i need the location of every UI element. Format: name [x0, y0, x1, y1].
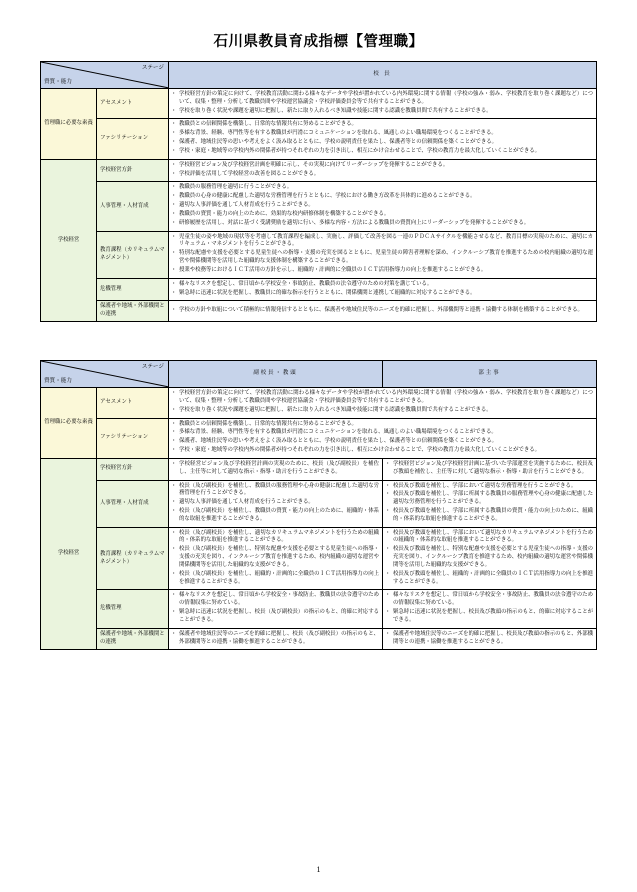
- criteria-cell: [169, 89, 597, 119]
- subcategory-label: 人事管理・人材育成: [97, 480, 169, 527]
- subcategory-label: 学校経営方針: [97, 458, 169, 480]
- criteria-item: ・ 緊急時に迅速に状況を把握し、校長及び教頭の指示のもと、的確に対応することができる。: [386, 609, 593, 625]
- subcategory-label: 危機管理: [97, 278, 169, 301]
- table-row: [41, 628, 597, 650]
- criteria-item: ・ 児童生徒の姿や地域の現状等を考慮して教育課程を編成し、実施し、評価して改善を図る一連のＰＤＣＡサイクルを機能させるなど、教育目標の実現のために、適切にカリキュラム・マネジメントを行うことができる。: [172, 234, 593, 250]
- criteria-item: ・ 多様な背景、経験、専門性等を有する教職員が円滑にコミュニケーションを取れる、風通しのよい職場環境をつくることができる。: [172, 429, 593, 437]
- column-header-1: 校 長: [169, 62, 597, 89]
- subcategory-label: ファシリテーション: [97, 119, 169, 159]
- criteria-item: ・ 校長（及び副校長）を補佐し、教職員の資質・能力の向上のために、組織的・体系的な取組を推進することができる。: [172, 508, 379, 524]
- table-row: [41, 480, 597, 527]
- table-row: [41, 418, 597, 458]
- criteria-item: ・ 校長及び教頭を補佐し、特別な配慮や支援を必要とする児童生徒への指導・支援の充実を図り、インクルーシブ教育を推進するため、校内組織の適切な運営や関係機関等を活用した組織的な支援ができる。: [386, 546, 593, 569]
- criteria-item: ・ 学校経営ビジョン及び学校経営計画の実現のために、校長（及び副校長）を補佐し、主任等に対して適切な指示・指導・助言を行うことができる。: [172, 461, 379, 477]
- subcategory-label: アセスメント: [97, 89, 169, 119]
- criteria-cell: [169, 590, 383, 628]
- subcategory-label: 保護者や地域・外部機関との連携: [97, 628, 169, 650]
- criteria-cell: [383, 628, 597, 650]
- criteria-cell: [383, 590, 597, 628]
- table-row: [41, 301, 597, 322]
- subcategory-label: 保護者や地域・外部機関との連携: [97, 301, 169, 322]
- criteria-item: ・ 教職員の心身の健康に配慮した適切な労務管理を行うとともに、学校における働き方改革を具体的に進めることができる。: [172, 193, 593, 201]
- criteria-item: ・ 多様な背景、経験、専門性等を有する教職員が円滑にコミュニケーションを取れる、風通しのよい職場環境をつくることができる。: [172, 130, 593, 138]
- table-principal: [40, 61, 597, 322]
- table-row: [41, 278, 597, 301]
- criteria-item: ・ 適切な人事評価を通して人材育成を行うことができる。: [172, 202, 593, 210]
- criteria-item: ・ 校長（及び副校長）を補佐し、組織的・計画的に全職員のＩＣＴ活用指導力の向上を推進することができる。: [172, 571, 379, 587]
- category-label: 学校経営: [41, 159, 97, 321]
- column-header-2: 部主事: [383, 361, 597, 388]
- criteria-item: ・ 学校・家庭・地域等の学校内外の関係者が持つそれぞれの力を引き出し、相互にかけ合わせることで、学校の教育力を最大化していくことができる。: [172, 148, 593, 156]
- criteria-cell: [169, 628, 383, 650]
- criteria-item: ・ 学校経営方針の策定に向けて、学校教育活動に関わる様々なデータや学校が置かれている内外環境に関する情報（学校の強み・弱み、学校教育を取り巻く課題など）について、収集・整理・分析して教職員間や学校運営協議会・学校評価委員会等で共有することができる。: [172, 390, 593, 406]
- criteria-item: ・ 学校評価を活用して学校経営の改善を図ることができる。: [172, 171, 593, 179]
- criteria-item: ・ 学校を取り巻く状況や課題を適切に把握し、新たに取り入れるべき知識や技能に関する認識を教職員間で共有することができる。: [172, 108, 593, 116]
- category-label: 学校経営: [41, 458, 97, 650]
- category-label: 管理職に必要な素養: [41, 89, 97, 160]
- criteria-item: ・ 学校・家庭・地域等の学校内外の関係者が持つそれぞれの力を引き出し、相互にかけ合わせることで、学校の教育力を最大化していくことができる。: [172, 447, 593, 455]
- table-row: [41, 89, 597, 119]
- criteria-item: ・ 学校経営ビジョン及び学校経営計画を明確に示し、その実現に向けてリーダーシップを発揮することができる。: [172, 162, 593, 170]
- criteria-item: ・ 保護者、地域住民等の思いや考えをよく汲み取るとともに、学校の説明責任を果たし、保護者等との信頼関係を築くことができる。: [172, 139, 593, 147]
- criteria-item: ・ 緊急時に迅速に状況を把握し、教職員に的確な指示を行うとともに、関係機関と連携して組織的に対応することができる。: [172, 290, 593, 298]
- axis-label-stage: ステージ: [141, 364, 164, 371]
- criteria-item: ・ 校長及び教頭を補佐し、学部において適切なカリキュラムマネジメントを行うための組織的・体系的な取組を推進することができる。: [386, 530, 593, 546]
- subcategory-label: 教育課程（カリキュラムマネジメント）: [97, 527, 169, 590]
- criteria-cell: [169, 231, 597, 278]
- criteria-item: ・ 教職員の服務管理を適切に行うことができる。: [172, 184, 593, 192]
- subcategory-label: 教育課程（カリキュラムマネジメント）: [97, 231, 169, 278]
- criteria-item: ・ 校長（及び副校長）を補佐し、適切なカリキュラムマネジメントを行うための組織的・体系的な取組を推進することができる。: [172, 530, 379, 546]
- criteria-item: ・ 校長及び教頭を補佐し、学部に所属する教職員の資質・能力の向上のために、組織的・体系的な取組を推進することができる。: [386, 508, 593, 524]
- criteria-item: ・ 学校経営ビジョン及び学校経営計画に基づいた学部運営を実施するために、校長及び教頭を補佐し、主任等に対して適切な指示・指導・助言を行うことができる。: [386, 461, 593, 477]
- criteria-cell: [169, 119, 597, 159]
- criteria-item: ・ 教職員との信頼関係を構築し、日常的な情報共有に努めることができる。: [172, 121, 593, 129]
- criteria-cell: [169, 301, 597, 322]
- criteria-item: ・ 校長及び教頭を補佐し、組織的・計画的に全職員のＩＣＴ活用指導力の向上を推進することができる。: [386, 571, 593, 587]
- axis-label-quality: 資質・能力: [44, 377, 72, 384]
- criteria-item: ・ 校長及び教頭を補佐し、学部に所属する教職員の服務管理や心身の健康に配慮した適切な労務管理を行うことができる。: [386, 491, 593, 507]
- criteria-cell: [169, 388, 597, 418]
- table-row: [41, 458, 597, 480]
- criteria-item: ・ 学校を取り巻く状況や課題を適切に把握し、新たに取り入れるべき知識や技能に関する認識を教職員間で共有することができる。: [172, 407, 593, 415]
- table-vice-principal: [40, 360, 597, 650]
- subcategory-label: 危機管理: [97, 590, 169, 628]
- table-row: [41, 527, 597, 590]
- axis-label-quality: 資質・能力: [44, 78, 72, 85]
- criteria-item: ・ 様々なリスクを想定し、常日頃から学校安全・事故防止、教職員の法令遵守のための情報収集に努めている。: [386, 592, 593, 608]
- page-title: 石川県教員育成指標【管理職】: [213, 34, 424, 50]
- subcategory-label: アセスメント: [97, 388, 169, 418]
- table-row: [41, 388, 597, 418]
- criteria-cell: [169, 458, 383, 480]
- table-row: [41, 231, 597, 278]
- criteria-item: ・ 適切な人事評価を通して人材育成を行うことができる。: [172, 499, 379, 507]
- criteria-item: ・ 緊急時に迅速に状況を把握し、校長（及び副校長）の指示のもと、的確に対応することができる。: [172, 609, 379, 625]
- axis-label-stage: ステージ: [141, 65, 164, 71]
- page-number: 1: [316, 865, 321, 874]
- criteria-item: ・ 様々なリスクを想定し、常日頃から学校安全・事故防止、教職員の法令遵守のための対策を講じている。: [172, 281, 593, 289]
- criteria-item: ・ 教職員の資質・能力の向上のために、効果的な校内研修体制を構築することができる。: [172, 211, 593, 219]
- criteria-cell: [383, 480, 597, 527]
- table-row: [41, 182, 597, 231]
- column-header-1: 副校長・教頭: [169, 361, 383, 388]
- header-corner-axis: [41, 62, 169, 89]
- criteria-item: ・ 校長及び教頭を補佐し、学部において適切な労務管理を行うことができる。: [386, 483, 593, 491]
- criteria-cell: [383, 458, 597, 480]
- criteria-item: ・ 保護者や地域住民等のニーズを的確に把握し、校長（及び副校長）の指示のもと、外部機関等との連携・協働を推進することができる。: [172, 631, 379, 647]
- table-header-row: [41, 62, 597, 89]
- table-row: [41, 590, 597, 628]
- subcategory-label: 学校経営方針: [97, 159, 169, 182]
- table-spacer: [0, 322, 637, 360]
- table-row: [41, 159, 597, 182]
- criteria-item: ・ 教職員との信頼関係を構築し、日常的な情報共有に努めることができる。: [172, 421, 593, 429]
- criteria-item: ・ 授業や校務等におけるＩＣＴ活用の方針を示し、組織的・計画的に全職員のＩＣＴ活用指導力の向上を推進することができる。: [172, 267, 593, 275]
- criteria-item: ・ 研修履歴を活用し、対話に基づく受講奨励を適切に行い、多様な内容・方法による教職員の資質向上にリーダーシップを発揮することができる。: [172, 220, 593, 228]
- criteria-item: ・ 学校経営方針の策定に向けて、学校教育活動に関わる様々なデータや学校が置かれている内外環境に関する情報（学校の強み・弱み、学校教育を取り巻く課題など）について、収集・整理・分析して教職員間や学校運営協議会・学校評価委員会等で共有することができる。: [172, 91, 593, 107]
- criteria-item: ・ 保護者、地域住民等の思いや考えをよく汲み取るとともに、学校の説明責任を果たし、保護者等との信頼関係を築くことができる。: [172, 438, 593, 446]
- table-row: [41, 119, 597, 159]
- criteria-cell: [169, 480, 383, 527]
- header-corner-axis: [41, 361, 169, 388]
- criteria-cell: [169, 278, 597, 301]
- criteria-item: ・ 校長（及び副校長）を補佐し、教職員の服務管理や心身の健康に配慮した適切な労務管理を行うことができる。: [172, 483, 379, 499]
- criteria-item: ・ 校長（及び副校長）を補佐し、特別な配慮や支援を必要とする児童生徒への指導・支援の充実を図り、インクルーシブ教育を推進するため、校内組織の適切な運営や関係機関等を活用した組織的な支援ができる。: [172, 546, 379, 569]
- subcategory-label: ファシリテーション: [97, 418, 169, 458]
- criteria-item: ・ 保護者や地域住民等のニーズを的確に把握し、校長及び教頭の指示のもと、外部機関等との連携・協働を推進することができる。: [386, 631, 593, 647]
- category-label: 管理職に必要な素養: [41, 388, 97, 459]
- criteria-cell: [169, 418, 597, 458]
- criteria-item: ・ 特別な配慮や支援を必要とする児童生徒への指導・支援の充実を図るとともに、児童生徒の障害者理解を深め、インクルーシブ教育を推進するための校内組織の適切な運営や関係機関等を活用した組織的な支援体制を構築することができる。: [172, 250, 593, 266]
- criteria-cell: [169, 159, 597, 182]
- criteria-cell: [169, 527, 383, 590]
- criteria-item: ・ 学校の方針や取組について積極的に情報発信するとともに、保護者や地域住民等のニーズを的確に把握し、外部機関等と連携・協働する体制を構築することができる。: [172, 307, 593, 315]
- subcategory-label: 人事管理・人材育成: [97, 182, 169, 231]
- criteria-item: ・ 様々なリスクを想定し、常日頃から学校安全・事故防止、教職員の法令遵守のための情報収集に努めている。: [172, 592, 379, 608]
- table-header-row: [41, 361, 597, 388]
- criteria-cell: [383, 527, 597, 590]
- criteria-cell: [169, 182, 597, 231]
